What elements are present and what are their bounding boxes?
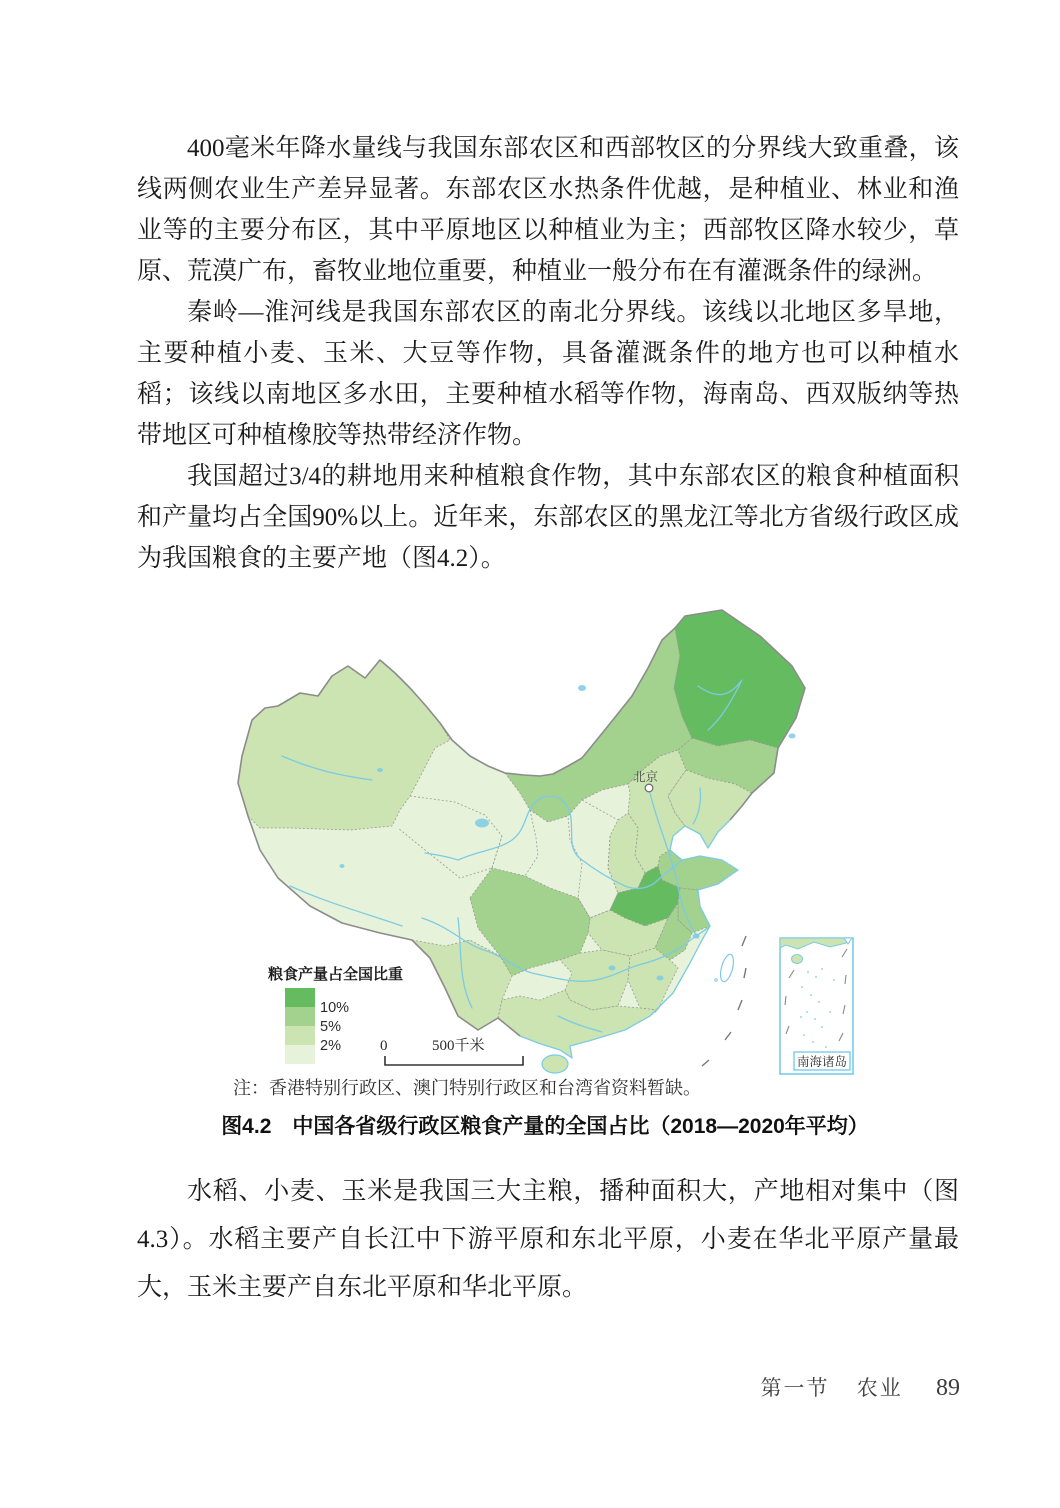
figure-map [230,588,855,1075]
scale-zero: 0 [380,1038,388,1054]
figure-note: 注：香港特别行政区、澳门特别行政区和台湾省资料暂缺。 [233,1078,701,1098]
hainan-island [542,1055,568,1073]
sea-boundary-dashes [702,936,746,1066]
body-text-lower [137,1168,959,1312]
footer-topic: 农业 [856,1376,903,1400]
legend-label-10: 10% [320,1000,350,1016]
paragraph-three-staples: 水稻、小麦、玉米是我国三大主粮，播种面积大，产地相对集中（图4.3）。水稻主要产自长江中下游平原和东北平原，小麦在华北平原产量最大，玉米主要产自东北平原和华北平原。 [137,1178,959,1301]
region-heilongjiang [674,610,805,748]
legend-swatch-2 [285,1026,315,1045]
china-grain-map [230,588,855,1075]
legend-swatch-0 [285,1045,315,1064]
legend-label-2: 2% [320,1038,341,1054]
inset-label: 南海诸岛 [796,1055,848,1069]
paragraph-grain-share: 我国超过3/4的耕地用来种植粮食作物，其中东部农区的粮食种植面积和产量均占全国90%以上。近年来，东部农区的黑龙江等北方省级行政区成为我国粮食的主要产地（图4.2）。 [137,463,959,572]
qinghai-lake [475,819,489,828]
beijing-dot [645,784,653,792]
body-text-upper [137,128,959,579]
paragraph-qinling-huaihe: 秦岭—淮河线是我国东部农区的南北分界线。该线以北地区多旱地，主要种植小麦、玉米、大豆等作物，具备灌溉条件的地方也可以种植水稻；该线以南地区多水田，主要种植水稻等作物，海南岛、西双版纳等热带地区可种植橡胶等热带经济作物。 [137,299,959,449]
legend-title: 粮食产量占全国比重 [268,966,404,983]
page-footer [761,1372,961,1402]
inset-hainan [792,955,803,964]
scale-bar [380,1037,523,1065]
taiwan-island [718,953,736,983]
legend-label-5: 5% [320,1019,341,1035]
beijing-label: 北京 [633,770,659,784]
page-number: 89 [936,1375,960,1401]
bosten-lake [377,768,383,772]
paragraph-rainfall-line: 400毫米年降水量线与我国东部农区和西部牧区的分界线大致重叠，该线两侧农业生产差异显著。东部农区水热条件优越，是种植业、林业和渔业等的主要分布区，其中平原地区以种植业为主；西部牧区降水较少，草原、荒漠广布，畜牧业地位重要，种植业一般分布在有灌溉条件的绿洲。 [137,135,959,285]
figure-caption: 图4.2 中国各省级行政区粮食产量的全国占比（2018—2020年平均） [221,1115,869,1138]
dongting-lake [609,966,616,971]
tai-lake [693,934,700,939]
footer-section: 第一节 [760,1376,830,1400]
poyang-lake [657,976,664,981]
legend-swatch-5 [285,1007,315,1026]
south-china-sea-inset [780,938,853,1074]
hulun-lake [578,685,586,691]
tibet-lake [340,864,345,868]
khanka-lake [789,734,796,739]
scale-distance: 500千米 [432,1038,485,1054]
penghu-islands [715,979,717,981]
legend-swatch-10 [285,988,315,1007]
scale-bar-line [385,1056,523,1065]
